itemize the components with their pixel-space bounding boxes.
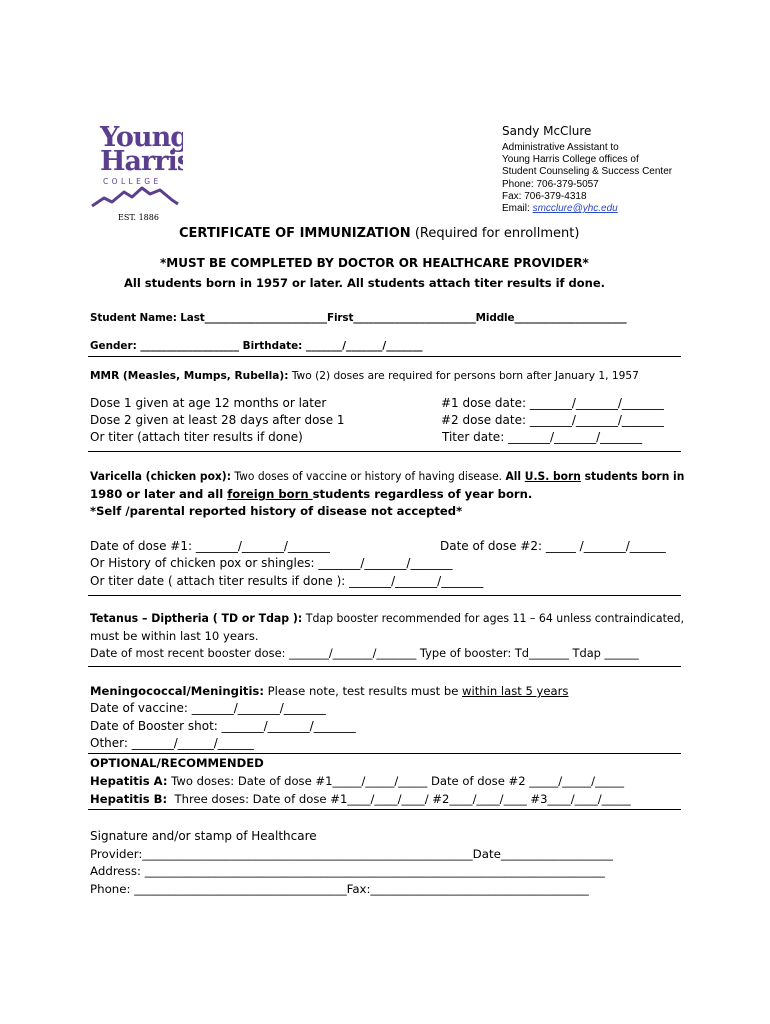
contact-office-2: Student Counseling & Success Center bbox=[502, 166, 673, 178]
form-title-main: CERTIFICATE OF IMMUNIZATION bbox=[179, 226, 411, 241]
mmr-heading: MMR (Measles, Mumps, Rubella): bbox=[90, 370, 289, 382]
hepatitis-a-field[interactable] bbox=[90, 774, 624, 788]
varicella-us-born: U.S. born bbox=[524, 469, 581, 483]
divider bbox=[88, 809, 681, 810]
mmr-dose-2-date-field[interactable]: #2 dose date: _______/_______/_______ bbox=[441, 413, 664, 427]
meningitis-within-5-years: within last 5 years bbox=[462, 684, 569, 698]
varicella-heading: Varicella (chicken pox): bbox=[90, 469, 231, 483]
logo-established: EST. 1886 bbox=[118, 213, 159, 222]
optional-heading: OPTIONAL/RECOMMENDED bbox=[90, 756, 264, 770]
mmr-heading-row bbox=[90, 369, 639, 383]
form-title-note: (Required for enrollment) bbox=[410, 226, 580, 241]
meningitis-booster-date-field[interactable]: Date of Booster shot: _______/_______/_______ bbox=[90, 719, 356, 733]
tetanus-line-1 bbox=[90, 611, 684, 625]
phone-fax-field[interactable]: Phone: ____________________________________Fax:_____________________________________ bbox=[90, 882, 589, 896]
varicella-history-field[interactable]: Or History of chicken pox or shingles: _______/_______/_______ bbox=[90, 556, 453, 570]
provider-date-field[interactable]: Provider:________________________________________________________Date___________________ bbox=[90, 847, 613, 861]
mmr-dose-1-label: Dose 1 given at age 12 months or later bbox=[90, 396, 327, 410]
varicella-self-report-notice: *Self /parental reported history of disease not accepted* bbox=[90, 504, 463, 518]
tetanus-line-2: must be within last 10 years. bbox=[90, 629, 259, 643]
meningitis-description: Please note, test results must be bbox=[263, 684, 463, 698]
college-logo bbox=[88, 120, 183, 225]
mmr-dose-1-date-field[interactable]: #1 dose date: _______/_______/_______ bbox=[441, 396, 664, 410]
contact-name: Sandy McClure bbox=[502, 124, 592, 138]
hepatitis-b-dates: Three doses: Date of dose #1____/____/____/ #2____/____/____ #3____/____/_____ bbox=[167, 792, 631, 806]
varicella-dose-1-field[interactable]: Date of dose #1: _______/_______/_______ bbox=[90, 539, 330, 553]
meningitis-vaccine-date-field[interactable]: Date of vaccine: _______/_______/_______ bbox=[90, 701, 326, 715]
gender-birthdate-field[interactable]: Gender: ___________________ Birthdate: _______/_______/_______ bbox=[90, 340, 423, 352]
divider bbox=[88, 666, 681, 667]
varicella-line-1 bbox=[90, 469, 684, 483]
varicella-titer-field[interactable]: Or titer date ( attach titer results if done ): _______/_______/_______ bbox=[90, 574, 484, 588]
contact-email-label: Email: bbox=[502, 203, 533, 215]
meningitis-line-1 bbox=[90, 684, 568, 698]
college-logo-graphic bbox=[88, 120, 183, 225]
meningitis-heading: Meningococcal/Meningitis: bbox=[90, 684, 264, 698]
divider bbox=[88, 451, 681, 452]
varicella-line-2 bbox=[90, 487, 532, 501]
varicella-foreign-born: foreign born bbox=[227, 487, 313, 501]
meningitis-other-field[interactable]: Other: _______/______/______ bbox=[90, 736, 254, 750]
varicella-line-2a: 1980 or later and all bbox=[90, 487, 228, 501]
divider bbox=[88, 356, 681, 357]
mmr-description: Two (2) doses are required for persons born after January 1, 1957 bbox=[288, 370, 639, 382]
mmr-dose-2-label: Dose 2 given at least 28 days after dose 1 bbox=[90, 413, 345, 427]
contact-phone: Phone: 706-379-5057 bbox=[502, 178, 599, 190]
varicella-line-2b: students regardless of year born. bbox=[312, 487, 533, 501]
hepatitis-b-heading: Hepatitis B: bbox=[90, 792, 168, 806]
contact-block bbox=[502, 142, 672, 215]
divider bbox=[88, 595, 681, 596]
form-title bbox=[179, 226, 579, 242]
tetanus-booster-field[interactable]: Date of most recent booster dose: _______/_______/_______ Type of booster: Td_______ Tdap ______ bbox=[90, 646, 639, 660]
hepatitis-a-heading: Hepatitis A: bbox=[90, 774, 168, 788]
all-students-notice: All students born in 1957 or later. All students attach titer results if done. bbox=[124, 276, 606, 290]
student-name-field[interactable]: Student Name: Last________________________First________________________Middle______________________ bbox=[90, 312, 627, 324]
varicella-dose-2-field[interactable]: Date of dose #2: _____ /_______/______ bbox=[440, 539, 666, 553]
contact-email-row bbox=[502, 203, 672, 215]
varicella-all: All bbox=[505, 469, 525, 483]
logo-word-harris: Harris bbox=[100, 146, 183, 177]
contact-office-1: Young Harris College offices of bbox=[502, 154, 639, 166]
address-field[interactable]: Address: ______________________________________________________________________________ bbox=[90, 864, 605, 878]
tetanus-heading: Tetanus – Diptheria ( TD or Tdap ): bbox=[90, 611, 303, 625]
logo-word-college: COLLEGE bbox=[103, 177, 162, 186]
logo-word-young: Young bbox=[100, 122, 183, 153]
contact-fax: Fax: 706-379-4318 bbox=[502, 190, 587, 202]
contact-email-link[interactable]: smcclure@yhc.edu bbox=[532, 203, 618, 215]
mmr-titer-date-field[interactable]: Titer date: _______/_______/_______ bbox=[442, 430, 643, 444]
mmr-titer-label: Or titer (attach titer results if done) bbox=[90, 430, 303, 444]
varicella-description: Two doses of vaccine or history of having disease. bbox=[230, 469, 506, 483]
varicella-rest: students born in bbox=[580, 469, 685, 483]
divider bbox=[88, 753, 681, 754]
contact-title: Administrative Assistant to bbox=[502, 142, 619, 153]
mountain-icon bbox=[92, 188, 178, 206]
hepatitis-b-field[interactable] bbox=[90, 792, 631, 806]
signature-label: Signature and/or stamp of Healthcare bbox=[90, 829, 317, 843]
tetanus-description: Tdap booster recommended for ages 11 – 64 unless contraindicated, bbox=[302, 611, 685, 625]
must-complete-notice: *MUST BE COMPLETED BY DOCTOR OR HEALTHCARE PROVIDER* bbox=[160, 256, 589, 270]
hepatitis-a-dates: Two doses: Date of dose #1_____/_____/_____ Date of dose #2 _____/_____/_____ bbox=[167, 774, 625, 788]
